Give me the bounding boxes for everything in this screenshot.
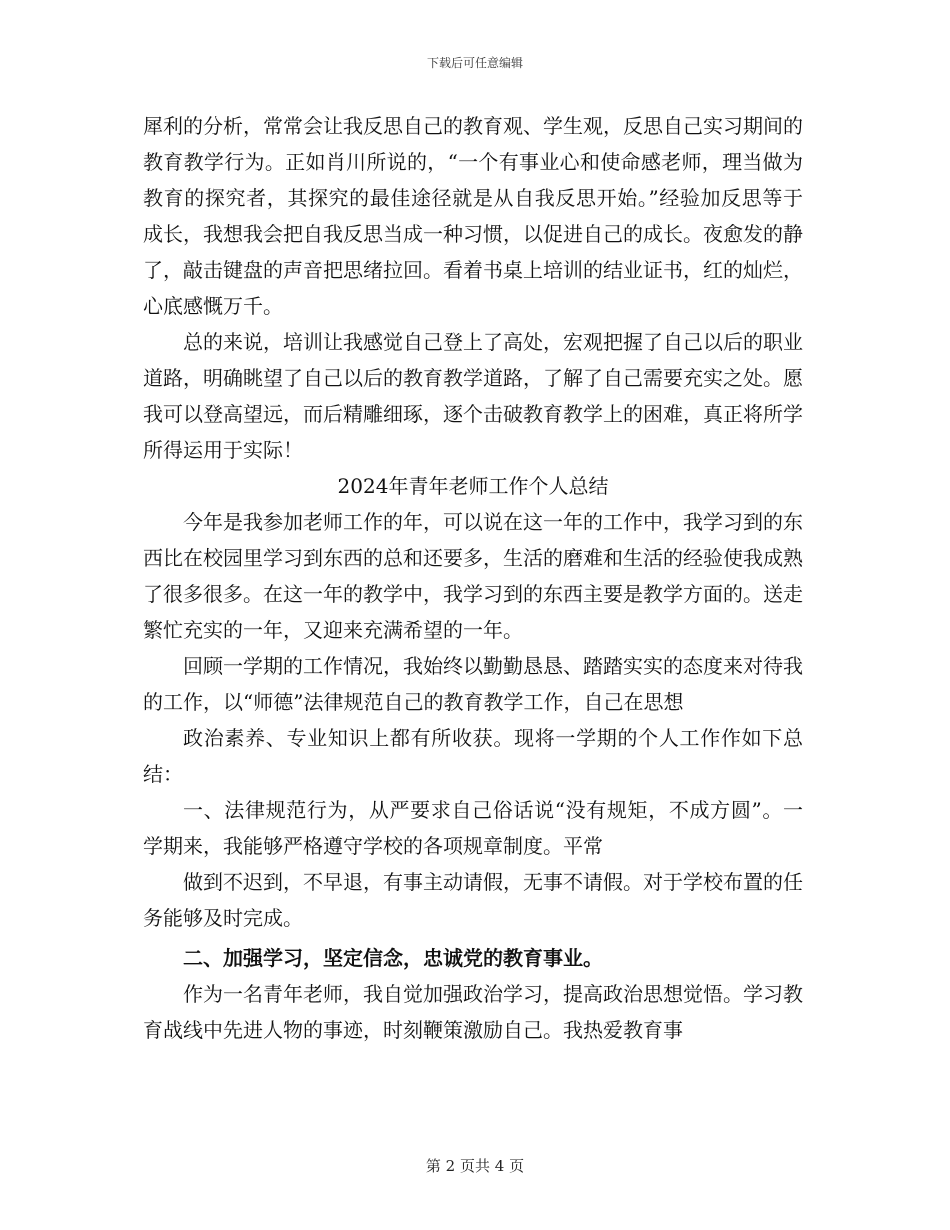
paragraph-intro: 今年是我参加老师工作的年，可以说在这一年的工作中，我学习到的东西比在校园里学习到东西的总和还要多，生活的磨难和生活的经验使我成熟了很多很多。在这一年的教学中，我学习到的东西主要是教学方面的。送走繁忙充实的一年，又迎来充满希望的一年。 [143, 510, 803, 642]
paragraph-discipline: 做到不迟到，不早退，有事主动请假，无事不请假。对于学校布置的任务能够及时完成。 [143, 870, 803, 930]
paragraph-reflection: 犀利的分析，常常会让我反思自己的教育观、学生观，反思自己实习期间的教育教学行为。正如肖川所说的，“一个有事业心和使命感老师，理当做为教育的探究者，其探究的最佳途径就是从自我反思开始。”经验加反思等于成长，我想我会把自我反思当成一种习惯，以促进自己的成长。夜愈发的静了，敲击键盘的声音把思绪拉回。看着书桌上培训的结业证书，红的灿烂，心底感慨万千。 [143, 114, 803, 318]
paragraph-study: 作为一名青年老师，我自觉加强政治学习，提高政治思想觉悟。学习教育战线中先进人物的事迹，时刻鞭策激励自己。我热爱教育事 [143, 982, 803, 1042]
document-title: 2024年青年老师工作个人总结 [337, 474, 609, 498]
document-body [143, 108, 803, 1048]
header-note: 下载后可任意编辑 [426, 56, 523, 70]
paragraph-section-one: 一、法律规范行为，从严要求自己俗话说“没有规矩，不成方圆”。一学期来，我能够严格遵守学校的各项规章制度。平常 [143, 798, 803, 858]
section-heading-two: 二、加强学习，坚定信念，忠诚党的教育事业。 [183, 946, 603, 970]
paragraph-review: 回顾一学期的工作情况，我始终以勤勤恳恳、踏踏实实的态度来对待我的工作，以“师德”法律规范自己的教育教学工作，自己在思想 [143, 654, 803, 714]
page-number: 第 2 页共 4 页 [425, 1157, 525, 1175]
paragraph-gains: 政治素养、专业知识上都有所收获。现将一学期的个人工作作如下总结： [143, 726, 803, 786]
paragraph-summary: 总的来说，培训让我感觉自己登上了高处，宏观把握了自己以后的职业道路，明确眺望了自己以后的教育教学道路，了解了自己需要充实之处。愿我可以登高望远，而后精雕细琢，逐个击破教育教学上的困难，真正将所学所得运用于实际！ [143, 330, 803, 462]
